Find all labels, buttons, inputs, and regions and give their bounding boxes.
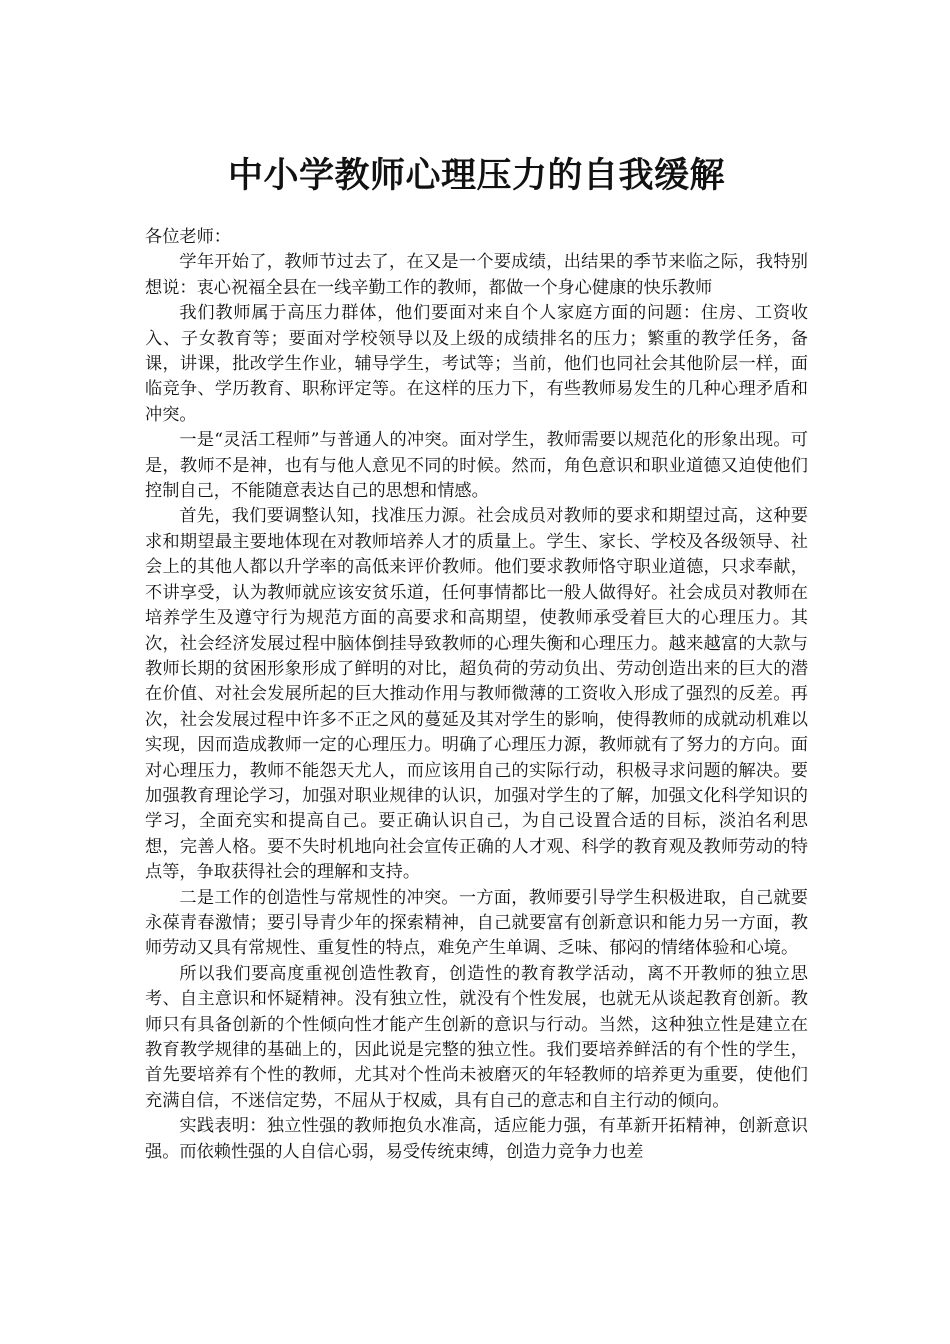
paragraph-practice: 实践表明：独立性强的教师抱负水准高，适应能力强，有革新开拓精神，创新意识强。而依赖性强的人自信心弱，易受传统束缚，创造力竞争力也差 (145, 1116, 808, 1162)
document-body (145, 225, 808, 1165)
paragraph-conflict-two: 二是工作的创造性与常规性的冲突。一方面，教师要引导学生积极进取，自己就要永葆青春激情；要引导青少年的探索精神，自己就要富有创新意识和能力另一方面，教师劳动又具有常规性、重复性的特点，难免产生单调、乏味、郁闷的情绪体验和心境。 (145, 887, 808, 959)
document-title: 中小学教师心理压力的自我缓解 (227, 155, 725, 196)
paragraph-conflict-one: 一是“灵活工程师”与普通人的冲突。面对学生，教师需要以规范化的形象出现。可是，教师不是神，也有与他人意见不同的时候。然而，角色意识和职业道德又迫使他们控制自己，不能随意表达自己的思想和情感。 (145, 430, 808, 502)
paragraph-pressure-group: 我们教师属于高压力群体，他们要面对来自个人家庭方面的问题：住房、工资收入、子女教育等；要面对学校领导以及上级的成绩排名的压力；繁重的教学任务，备课，讲课，批改学生作业，辅导学生，考试等；当前，他们也同社会其他阶层一样，面临竞争、学历教育、职称评定等。在这样的压力下，有些教师易发生的几种心理矛盾和冲突。 (145, 303, 808, 425)
paragraph-adjust-cognition: 首先，我们要调整认知，找准压力源。社会成员对教师的要求和期望过高，这种要求和期望最主要地体现在对教师培养人才的质量上。学生、家长、学校及各级领导、社会上的其他人都以升学率的高低来评价教师。他们要求教师恪守职业道德，只求奉献，不讲享受，认为教师就应该安贫乐道，任何事情都比一般人做得好。社会成员对教师在培养学生及遵守行为规范方面的高要求和高期望，使教师承受着巨大的心理压力。其次，社会经济发展过程中脑体倒挂导致教师的心理失衡和心理压力。越来越富的大款与教师长期的贫困形象形成了鲜明的对比，超负荷的劳动负出、劳动创造出来的巨大的潜在价值、对社会发展所起的巨大推动作用与教师微薄的工资收入形成了强烈的反差。再次，社会发展过程中许多不正之风的蔓延及其对学生的影响，使得教师的成就动机难以实现，因而造成教师一定的心理压力。明确了心理压力源，教师就有了努力的方向。面对心理压力，教师不能怨天尤人，而应该用自己的实际行动，积极寻求问题的解决。要加强教育理论学习，加强对职业规律的认识，加强对学生的了解，加强文化科学知识的学习，全面充实和提高自己。要正确认识自己，为自己设置合适的目标，淡泊名利思想，完善人格。要不失时机地向社会宣传正确的人才观、科学的教育观及教师劳动的特点等，争取获得社会的理解和支持。 (145, 506, 808, 883)
salutation: 各位老师： (145, 227, 231, 247)
paragraph-opening: 学年开始了，教师节过去了，在又是一个要成绩，出结果的季节来临之际，我特别想说：衷心祝福全县在一线辛勤工作的教师，都做一个身心健康的快乐教师 (145, 252, 808, 298)
paragraph-creative-education: 所以我们要高度重视创造性教育，创造性的教育教学活动，离不开教师的独立思考、自主意识和怀疑精神。没有独立性，就没有个性发展，也就无从谈起教育创新。教师只有具备创新的个性倾向性才能产生创新的意识与行动。当然，这种独立性是建立在教育教学规律的基础上的，因此说是完整的独立性。我们要培养鲜活的有个性的学生，首先要培养有个性的教师，尤其对个性尚未被磨灭的年轻教师的培养更为重要，使他们充满自信，不迷信定势，不屈从于权威，具有自己的意志和自主行动的倾向。 (145, 963, 808, 1111)
